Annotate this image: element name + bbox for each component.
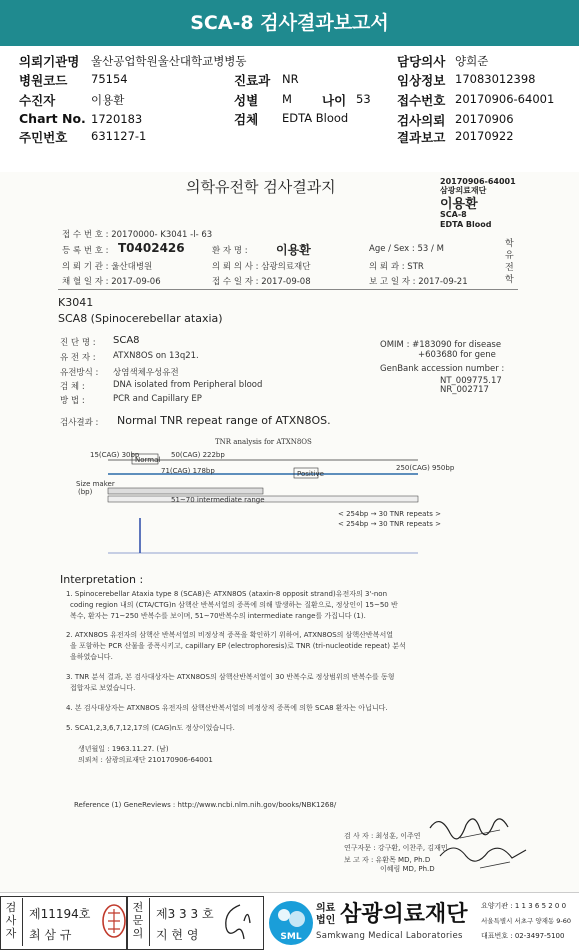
- inspector-license: 제11194호: [29, 907, 91, 921]
- field-age-value: 53: [356, 92, 371, 106]
- org-name: 삼광의료재단: [340, 902, 468, 927]
- field-report-date: 결과보고: [397, 130, 446, 145]
- label-char: 검: [5, 901, 17, 914]
- org-prefix: [316, 903, 335, 927]
- interp-line: coding region 내의 (CTA/CTG)n 삼핵산 반복서열의 증폭에 의해 발생하는 질환으로, 정상인이 15~50 반: [70, 601, 398, 609]
- field-request-date-value: 20170906: [455, 112, 514, 126]
- divider: [22, 898, 23, 946]
- method-key: 방 법 :: [60, 396, 85, 406]
- interp-line: 복수, 환자는 71~250 반복수를 보이며, 51~70반복수의 intermediate range를 가집니다 (1).: [70, 612, 366, 620]
- interp-line: 5. SCA1,2,3,6,7,12,17의 (CAG)n도 정상이었습니다.: [66, 724, 235, 732]
- label-char: 전: [132, 901, 144, 914]
- stamp-test: SCA-8: [440, 210, 467, 219]
- label-250cag: 250(CAG) 950bp: [396, 464, 455, 472]
- gene-key: 유 전 자 :: [60, 353, 96, 363]
- specialist-name: 지 현 영: [156, 928, 199, 942]
- label-71cag: 71(CAG) 178bp: [161, 467, 215, 475]
- specialist-license: 제3 3 3 호: [156, 907, 214, 921]
- sign-line: 보 고 자 : 유환목 MD, Ph.D: [344, 856, 431, 864]
- figure-note-2: < 254bp → 30 TNR repeats >: [338, 520, 441, 528]
- scan-patient-label: 환 자 명 :: [212, 246, 248, 256]
- sign-line: 검 사 자 : 최성훈, 이주연: [344, 832, 421, 840]
- inheritance-value: 상염색체우성유전: [113, 368, 179, 378]
- field-clinical-info-value: 17083012398: [455, 72, 536, 86]
- specialist-label: [131, 901, 145, 940]
- stamp-receipt: 20170906-64001: [440, 177, 516, 186]
- sign-line: 이혜림 MD, Ph.D: [380, 865, 435, 873]
- stamp-patient: 이용환: [440, 197, 478, 212]
- inheritance-key: 유전방식 :: [60, 368, 99, 378]
- field-receipt-no: 접수번호: [397, 93, 446, 108]
- field-specimen: 검체: [234, 112, 259, 127]
- label-bp: (bp): [78, 488, 93, 496]
- org-prefix-line: 의료: [316, 903, 336, 914]
- genbank-nt: NT_009775.17: [440, 376, 502, 386]
- diag-key: 진 단 명 :: [60, 338, 96, 348]
- field-id-number: 주민번호: [19, 130, 68, 145]
- omim-gene: +603680 for gene: [418, 350, 496, 360]
- field-doctor: 담당의사: [397, 54, 446, 69]
- field-department: 진료과: [234, 73, 271, 88]
- range-bar: [108, 488, 263, 494]
- result-text: Normal TNR repeat range of ATXN8OS.: [117, 414, 331, 427]
- label-50cag: 50(CAG) 222bp: [171, 451, 225, 459]
- sign-line: 연구자문 : 강구환, 이찬주, 김재민: [344, 844, 448, 852]
- inspector-name: 최 삼 규: [29, 928, 72, 942]
- interpretation-title: Interpretation :: [60, 573, 144, 586]
- field-department-value: NR: [282, 72, 299, 86]
- result-label: 검사결과 :: [60, 418, 99, 428]
- field-institution: 의뢰기관명: [19, 54, 80, 69]
- stamp-org: 삼광의료재단: [440, 186, 487, 195]
- label-char: 사: [5, 914, 17, 927]
- interp-line: 접합자로 보였습니다.: [70, 684, 136, 692]
- scanned-result-sheet: [0, 172, 579, 892]
- label-intermediate: 51~70 intermediate range: [171, 496, 265, 504]
- field-hospital-code-value: 75154: [91, 72, 128, 86]
- genbank-nr: NR_002717: [440, 385, 489, 395]
- figure-note-1: < 254bp → 30 TNR repeats >: [338, 510, 441, 518]
- org-phone: 대표번호 : 02-3497-5100: [481, 932, 565, 940]
- field-doctor-value: 양희준: [455, 54, 489, 68]
- field-chart-no: Chart No.: [19, 111, 86, 126]
- specimen-key: 검 체 :: [60, 382, 85, 392]
- specialist-signature: [216, 901, 256, 941]
- field-chart-no-value: 1720183: [91, 112, 143, 126]
- scan-reg-no: T0402426: [118, 241, 185, 255]
- field-receipt-no-value: 20170906-64001: [455, 92, 555, 106]
- scan-test-code: K3041: [58, 296, 94, 309]
- field-request-date: 검사의뢰: [397, 113, 446, 128]
- interp-line: 을하였습니다.: [70, 653, 113, 661]
- scan-reg-label: 등 록 번 호 :: [62, 246, 109, 256]
- field-hospital-code: 병원코드: [19, 73, 68, 88]
- org-prefix-line: 법인: [316, 915, 336, 926]
- gene-value: ATXN8OS on 13q21.: [113, 351, 199, 361]
- scan-requester: 의 뢰 의 사 : 삼광의료재단: [212, 262, 311, 272]
- label-char: 자: [5, 927, 17, 940]
- omim-line: OMIM : #183090 for disease: [380, 340, 502, 350]
- red-seal-icon: [100, 899, 128, 943]
- field-sex: 성별: [234, 93, 259, 108]
- label-normal: Normal: [135, 456, 161, 464]
- birth-date: 생년월일 : 1963.11.27. (남): [78, 745, 169, 753]
- specimen-value: DNA isolated from Peripheral blood: [113, 380, 263, 390]
- interp-line: 4. 본 검사대상자는 ATXN8OS 유전자의 삼핵산반복서열의 비정상적 증폭에 의한 SCA8 환자는 아닙니다.: [66, 704, 388, 712]
- scan-test-name: SCA8 (Spinocerebellar ataxia): [58, 312, 223, 325]
- requester: 의뢰처 : 삼광의료재단 210170906-64001: [78, 756, 213, 764]
- sml-logo-icon: [267, 899, 315, 947]
- field-clinical-info: 임상정보: [397, 73, 446, 88]
- field-patient-value: 이용환: [91, 93, 125, 107]
- inspector-label: [4, 901, 18, 940]
- scan-receipt-date: 접 수 일 자 : 2017-09-08: [212, 277, 311, 287]
- stamp-specimen: EDTA Blood: [440, 220, 492, 229]
- scan-patient-name: 이용환: [276, 243, 311, 257]
- scan-collection-date: 채 혈 일 자 : 2017-09-06: [62, 277, 161, 287]
- field-id-number-value: 631127-1: [91, 129, 147, 143]
- label-char: 문: [132, 914, 144, 927]
- scan-department: 의 뢰 과 : STR: [369, 262, 424, 272]
- handwritten-signature: [420, 808, 540, 878]
- label-15cag: 15(CAG) 30bp: [90, 451, 140, 459]
- org-name-en: Samkwang Medical Laboratories: [316, 931, 463, 941]
- field-institution-value: 울산공업학원울산대학교병병동: [91, 54, 247, 68]
- org-address: 서울특별시 서초구 양재동 9-60: [481, 917, 572, 925]
- field-age: 나이: [322, 93, 347, 108]
- field-report-date-value: 20170922: [455, 129, 514, 143]
- scan-institution: 의 뢰 기 관 : 울산대병원: [62, 262, 153, 272]
- diag-value: SCA8: [113, 335, 140, 346]
- org-institution-code: 요양기관 : 1 1 3 6 5 2 0 0: [481, 902, 567, 910]
- figure-title: TNR analysis for ATXN8OS: [215, 438, 312, 446]
- field-patient: 수진자: [19, 93, 56, 108]
- report-title: SCA-8 검사결과보고서: [0, 0, 579, 46]
- footer: [0, 892, 579, 950]
- reference: Reference (1) GeneReviews : http://www.ncbi.nlm.nih.gov/books/NBK1268/: [74, 801, 337, 809]
- field-sex-value: M: [282, 92, 292, 106]
- method-value: PCR and Capillary EP: [113, 394, 202, 404]
- scan-title: 의학유전학 검사결과지: [186, 178, 336, 196]
- scan-age-sex: Age / Sex : 53 / M: [369, 244, 444, 254]
- field-specimen-value: EDTA Blood: [282, 111, 349, 125]
- label-size-maker: Size maker: [76, 480, 115, 488]
- genbank-label: GenBank accession number :: [380, 364, 505, 374]
- divider: [149, 898, 150, 946]
- logo-text: SML: [280, 932, 302, 942]
- interp-line: 2. ATXN8OS 유전자의 삼핵산 반복서열의 비정상적 증폭을 확인하기 위하여, ATXN8OS의 삼핵산반복서열: [66, 631, 393, 639]
- label-char: 의: [132, 927, 144, 940]
- side-text: 학유전학: [505, 239, 514, 285]
- interp-line: 을 포함하는 PCR 산물을 증폭시키고, capillary EP (electrophoresis)로 TNR (tri-nucleotide repeat) 분석: [70, 642, 406, 650]
- divider: [58, 289, 518, 290]
- scan-receipt: 접 수 번 호 : 20170000- K3041 -l- 63: [62, 230, 213, 240]
- scan-report-date: 보 고 일 자 : 2017-09-21: [369, 277, 468, 287]
- interp-line: 3. TNR 분석 결과, 본 검사대상자는 ATXN8OS의 삼핵산반복서열이 30 반복수로 정상범위의 반복수를 동형: [66, 673, 395, 681]
- interp-line: 1. Spinocerebellar Ataxia type 8 (SCA8)은 ATXN8OS (ataxin-8 opposit strand)유전자의 3'-non: [66, 590, 388, 598]
- label-positive: Positive: [297, 470, 324, 478]
